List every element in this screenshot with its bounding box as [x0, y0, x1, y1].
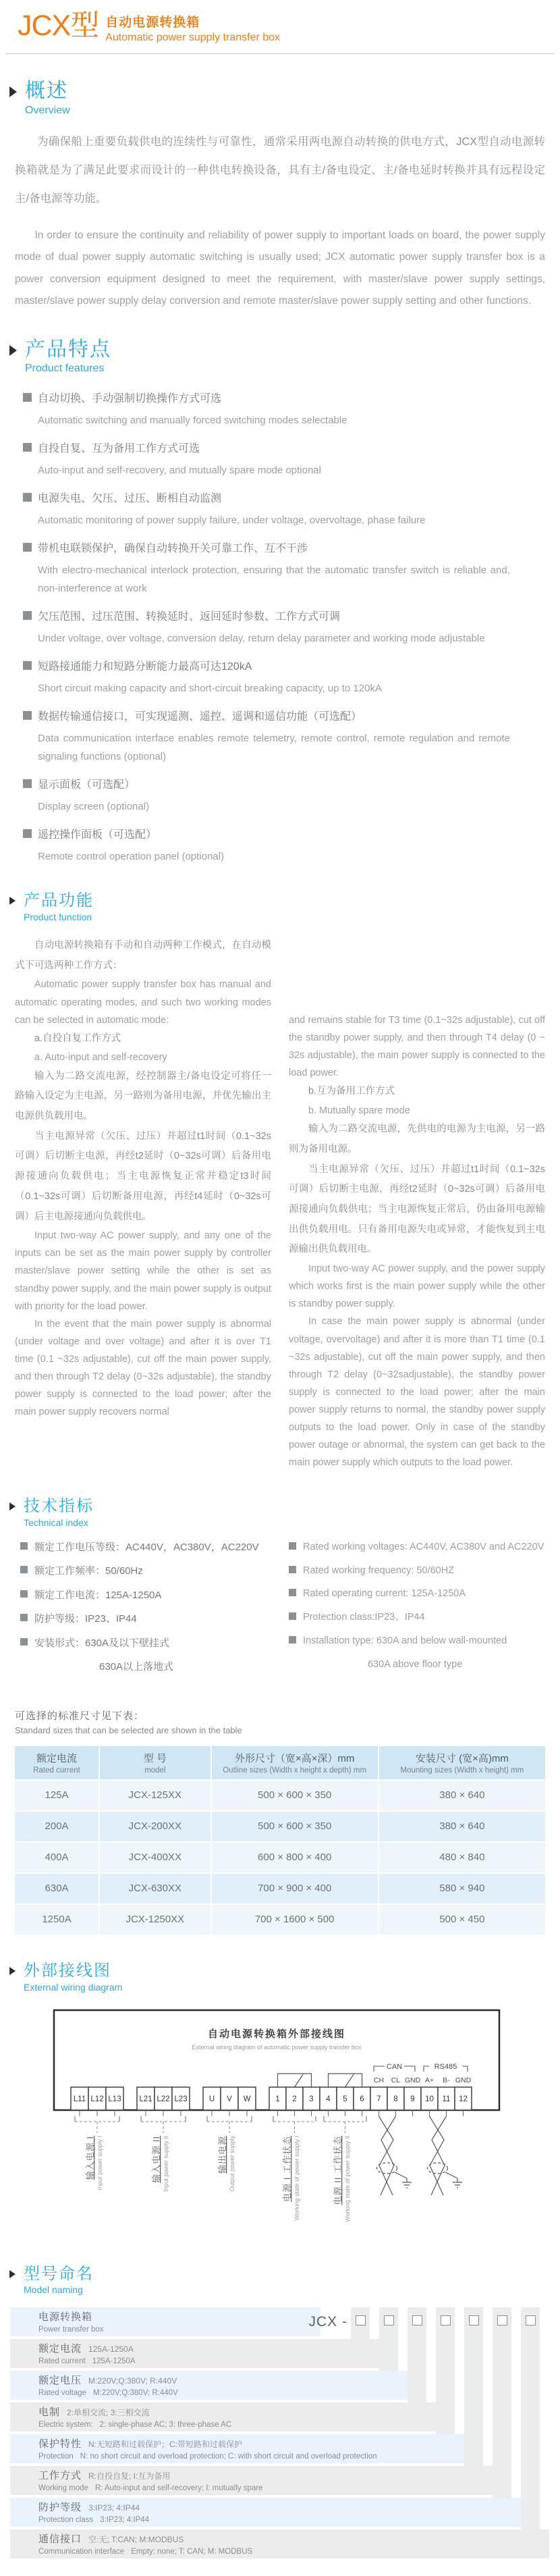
terminal-label: 11: [442, 2095, 451, 2103]
feature-text-cn: 遥控操作面板（可选配）: [23, 826, 540, 841]
tech-item: Installation type: 630A and below wall-mounted: [289, 1634, 545, 1649]
feature-item: [23, 826, 540, 866]
svg-text:输入电源 I: 输入电源 I: [85, 2135, 95, 2180]
terminal-label: W: [243, 2095, 251, 2103]
group-brackets: [75, 2122, 366, 2133]
cell-outline-size: 500 × 600 × 350: [211, 1811, 379, 1842]
bullet-square-icon: [23, 393, 32, 402]
bullet-square-icon: [23, 493, 32, 502]
terminal-label: 4: [326, 2095, 331, 2103]
col-header-rated-current: 额定电流 Rated current: [14, 1745, 99, 1780]
cell-outline-size: 700 × 1600 × 500: [211, 1904, 379, 1935]
terminal-label: L13: [108, 2095, 121, 2103]
function-paragraph: a. Auto-input and self-recovery: [34, 1052, 167, 1063]
naming-row: 电源转换箱 Power transfer box: [10, 2307, 320, 2336]
svg-text:电源 I 工作状态: 电源 I 工作状态: [282, 2135, 292, 2202]
group-label-output-power: [217, 2135, 235, 2191]
function-paragraph: and remains stable for T3 time (0.1~32s adjustable), cut off the standby power supply, and then through T4 delay (0 ~ 32s adjustable), the main power supply is connected to the load power.: [289, 1014, 545, 1079]
heading-en: Overview: [25, 104, 70, 116]
bullet-square-icon: [20, 1614, 28, 1621]
terminal-label: 9: [410, 2095, 415, 2103]
terminal-ticks: [80, 2110, 464, 2116]
cell-mounting-size: 380 × 640: [379, 1811, 546, 1842]
heading-en: Technical index: [24, 1517, 88, 1528]
table-row: [14, 1780, 546, 1811]
pin-label: B-: [443, 2076, 450, 2084]
svg-text:Working state of power supply: Working state of power supply II: [344, 2135, 351, 2222]
pin-label: CH: [373, 2076, 385, 2084]
feature-item: [23, 390, 540, 429]
tech-item: Rated operating current: 125A-1250A: [289, 1587, 545, 1602]
terminal-label: L11: [73, 2095, 86, 2103]
terminal-label: V: [227, 2095, 232, 2103]
feature-text-en: Automatic switching and manually forced switching modes selectable: [38, 415, 347, 427]
features-heading: [9, 338, 560, 375]
tech-item: Rated working frequency: 50/60HZ: [289, 1564, 545, 1579]
product-title-en: Automatic power supply transfer box: [105, 32, 281, 43]
tech-item: Rated working voltages: AC440V, AC380V and AC220V: [289, 1540, 545, 1555]
product-title-block: [105, 11, 280, 44]
terminal-label: L12: [90, 2095, 104, 2103]
cell-outline-size: 500 × 600 × 350: [211, 1780, 379, 1811]
twisted-pair-rs485: [428, 2116, 463, 2195]
feature-text-en: With electro-mechanical interlock protection, ensuring that the automatic transfer switch is reliable and, non-interference at work: [38, 564, 510, 595]
feature-text-cn: 欠压范围、过压范围、转换延时、返回延时参数、工作方式可调: [23, 608, 540, 623]
terminal-label: 6: [360, 2095, 364, 2103]
svg-text:Working state of power supply: Working state of power supply I: [293, 2135, 300, 2220]
cell-mounting-size: 380 × 640: [379, 1780, 546, 1811]
feature-item: [23, 708, 540, 766]
ground-icon: [395, 2172, 412, 2188]
bullet-square-icon: [23, 611, 32, 620]
cell-mounting-size: 480 × 840: [379, 1842, 546, 1873]
terminal-label: 8: [393, 2095, 398, 2103]
feature-text-cn: 带机电联锁保护，确保自动转换开关可靠工作、互不干涉: [23, 540, 540, 555]
table-row: [14, 1873, 546, 1904]
feature-text-en: Display screen (optional): [38, 801, 150, 813]
model-code-box: [497, 2315, 507, 2325]
naming-row: 保护特性 N:无短路和过载保护；C:带短路和过载保护 Protection N: no short circuit and overload protection; C: with short circuit and overload protection: [10, 2434, 464, 2463]
feature-text-en: Under voltage, over voltage, conversion delay, return delay parameter and working mode adjustable: [38, 633, 485, 645]
naming-column: [464, 2307, 483, 2466]
feature-text-cn: 数据传输通信接口，可实现遥测、遥控、遥调和遥信功能（可选配）: [23, 708, 540, 723]
tech-item: 防护等级：IP23、IP44: [20, 1612, 277, 1627]
tech-item: 额定工作电流：125A-1250A: [20, 1588, 277, 1604]
naming-row: 通信接口 空:无; T:CAN; M:MODBUS Communication interface Empty: none; T: CAN; M: MODBUS: [10, 2529, 549, 2558]
table-row: [14, 1811, 546, 1842]
cell-model: JCX-1250XX: [99, 1904, 211, 1935]
feature-item: [23, 490, 540, 529]
sizes-intro-cn: 可选择的标准尺寸见下表：: [15, 1710, 145, 1722]
wiring-box-title-cn: 自动电源转换箱外部接线图: [207, 2028, 346, 2040]
svg-text:输出电源: 输出电源: [217, 2135, 227, 2174]
function-columns: [15, 936, 545, 1471]
bullet-square-icon: [23, 443, 32, 452]
can-label: CAN: [386, 2062, 403, 2071]
feature-item: [23, 658, 540, 698]
cell-model: JCX-125XX: [99, 1780, 211, 1811]
col-header-outline-sizes: 外形尺寸（宽×高×深）mm Outline sizes (Width x height x depth) mm: [211, 1745, 379, 1780]
function-paragraph: Automatic power supply transfer box has manual and automatic operating modes, and such two working modes can be selected in automatic mode:: [15, 979, 271, 1026]
overview-paragraph-en: In order to ensure the continuity and reliability of power supply to important loads on board, the power supply mode of dual power supply automatic switching is usually used; JCX automatic power supply transfer box is a power conversion equipment designed to meet the requirement, with master/slave power supply settings, master/slave power supply delay conversion and remote master/slave power supply setting and other functions.: [15, 229, 545, 307]
tech-item: 安装形式：630A及以下壁挂式: [20, 1636, 277, 1652]
cell-rated-current: 125A: [14, 1780, 99, 1811]
bullet-square-icon: [20, 1590, 28, 1598]
terminal-label: L22: [157, 2095, 170, 2103]
terminal-label: U: [208, 2095, 215, 2103]
tech-item: 630A above floor type: [368, 1658, 463, 1670]
pin-label: GND: [455, 2076, 472, 2084]
product-title-cn: 自动电源转换箱: [105, 16, 200, 30]
wiring-heading: [9, 1962, 560, 1993]
function-paragraph: 当主电源异常（欠压、过压）并超过t1时间（0.1~32s可调）后切断主电源，再经t2延时（0~32s可调）后备用电源接通向负载供电；当主电源恢复正常并稳定t3时间（0.1~32s可调）后切断备用电源，再经t4延时（0~32s可调）后主电源接通向负载供电。: [15, 1130, 271, 1222]
triangle-marker-icon: [9, 2270, 16, 2278]
svg-text:Input power supply II: Input power supply II: [163, 2135, 169, 2192]
triangle-marker-icon: [9, 1502, 16, 1510]
bullet-square-icon: [23, 543, 32, 552]
overview-heading: [9, 80, 560, 117]
section-wiring: [0, 1962, 560, 2239]
ground-icon: [445, 2172, 462, 2188]
tech-column-en: [289, 1540, 545, 1684]
svg-text:输入电源 II: 输入电源 II: [151, 2135, 161, 2183]
cell-rated-current: 200A: [14, 1811, 99, 1842]
heading-cn: 产品功能: [24, 891, 94, 910]
bullet-square-icon: [23, 661, 32, 670]
cell-rated-current: 1250A: [14, 1904, 99, 1935]
sizes-table-header-row: [14, 1745, 546, 1780]
terminal-label: L23: [174, 2095, 188, 2103]
sizes-table: [13, 1745, 547, 1936]
svg-text:电源 II 工作状态: 电源 II 工作状态: [333, 2135, 343, 2205]
function-heading: [9, 891, 560, 922]
terminal-label: 7: [376, 2095, 381, 2103]
heading-en: Product function: [24, 911, 92, 922]
group-label-input-power-2: [151, 2136, 169, 2192]
naming-row: 额定电压 M:220V;Q:380V; R:440V Rated voltage M:220V;Q:380V; R:440V: [10, 2371, 408, 2400]
feature-text-en: Automatic monitoring of power supply failure, under voltage, overvoltage, phase failure: [38, 515, 426, 527]
function-paragraph: Input two-way AC power supply, and the power supply which works first is the main power supply while the other is standby power supply.: [289, 1263, 545, 1310]
terminal-label: 2: [292, 2095, 297, 2103]
bullet-square-icon: [23, 829, 32, 838]
cell-rated-current: 400A: [14, 1842, 99, 1873]
terminal-label: 1: [275, 2095, 280, 2103]
svg-text:Output power supply: Output power supply: [229, 2135, 235, 2192]
section-tech-index: [0, 1497, 560, 1684]
rs485-label: RS485: [434, 2062, 457, 2071]
tech-item: 额定工作电压等级：AC440V，AC380V，AC220V: [20, 1540, 277, 1556]
feature-text-cn: 显示面板（可选配）: [23, 776, 540, 791]
feature-item: [23, 540, 540, 598]
overview-paragraph-cn: 为确保船上重要负载供电的连续性与可靠性，通常采用两电源自动转换的供电方式，JCX型自动电源转换箱就是为了满足此要求而设计的一种供电转换设备，具有主/备电设定、主/备电延时转换并具有远程设定主/备电源等功能。: [15, 135, 545, 205]
function-paragraph: b. Mutually spare mode: [308, 1105, 410, 1117]
cell-model: JCX-200XX: [99, 1811, 211, 1842]
terminal-label: L21: [139, 2095, 152, 2103]
function-column-right: [289, 1011, 545, 1471]
bullet-square-icon: [20, 1638, 28, 1646]
model-naming-ladder: [10, 2307, 550, 2562]
heading-cn: 产品特点: [25, 338, 111, 361]
naming-row: 工作方式 R:自投自复; I:互为备用 Working mode R: Auto-input and self-recovery; I: mutually spare: [10, 2466, 493, 2495]
bullet-square-icon: [23, 711, 32, 720]
feature-text-en: Short circuit making capacity and short-circuit breaking capacity, up to 120kA: [38, 683, 382, 695]
features-list: [23, 390, 540, 866]
function-column-left: [15, 936, 271, 1471]
naming-column: [436, 2307, 455, 2434]
model-prefix: JCX -: [308, 2314, 347, 2330]
sizes-intro-en: Standard sizes that can be selected are shown in the table: [15, 1725, 242, 1735]
function-paragraph: 自动电源转换箱有手动和自动两种工作模式，在自动模式下可选两种工作方式：: [15, 939, 271, 971]
tech-item: 630A以上落地式: [99, 1661, 174, 1673]
model-code-box: [384, 2315, 394, 2325]
feature-text-cn: 短路接通能力和短路分断能力最高可达120kA: [23, 658, 540, 673]
naming-heading: [9, 2265, 560, 2296]
naming-row: 电制 2:单相交流; 3:三相交流 Electric system: 2: single-phase AC; 3: three-phase AC: [10, 2402, 436, 2432]
terminal-label: 10: [425, 2095, 434, 2103]
product-model: JCX型: [18, 9, 99, 42]
feature-item: [23, 776, 540, 816]
triangle-marker-icon: [9, 86, 17, 97]
twisted-pair-can: [377, 2116, 412, 2195]
terminal-label: 5: [343, 2095, 347, 2103]
tech-item: Protection class:IP23、IP44: [289, 1610, 545, 1625]
function-paragraph: a.自投自复工作方式: [34, 1032, 121, 1044]
feature-text-en: Auto-input and self-recovery, and mutually spare mode optional: [38, 465, 321, 477]
group-label-working-state-2: [333, 2136, 351, 2222]
heading-cn: 概述: [25, 80, 68, 102]
bullet-square-icon: [289, 1589, 296, 1596]
brand-header: [0, 0, 560, 44]
function-paragraph: In the event that the main power supply is abnormal (under voltage and over voltage) and after it is over T1 time (0.1 ~32s adjustable), cut off the main power supply, and then through T2 delay (0~32s adjustable), the standby power supply is connected to the load power; after the main power supply recovers normal: [15, 1318, 271, 1418]
naming-column: [521, 2307, 540, 2529]
triangle-marker-icon: [9, 1967, 16, 1975]
function-paragraph: Input two-way AC power supply, and any one of the inputs can be set as the main power supply by controller master/slave power setting while the other is set as standby power supply, and the main power supply is output with priority for the load power.: [15, 1230, 271, 1312]
bullet-square-icon: [289, 1566, 296, 1573]
cell-mounting-size: 580 × 940: [379, 1873, 546, 1904]
terminal-label: 12: [459, 2095, 468, 2103]
bullet-square-icon: [289, 1542, 296, 1550]
wiring-diagram: [49, 2006, 560, 2239]
wiring-box-title-en: External wiring diagram of automatic power supply transfer box: [192, 2043, 362, 2051]
col-header-model: 型 号 model: [99, 1745, 211, 1780]
table-row: [14, 1904, 546, 1935]
heading-cn: 外部接线图: [24, 1961, 111, 1980]
cell-rated-current: 630A: [14, 1873, 99, 1904]
heading-en: Product features: [25, 363, 105, 375]
function-paragraph: 当主电源异常（欠压、过压）并超过t1时间（0.1~32s可调）后切断主电源，再经t2延时（0~32s可调）后备用电源接通向负载供电；当主电源恢复正常后，仍由备用电源输出供负载用电。只有备用电源失电或异常，才能恢复到主电源输出供负载用电。: [289, 1163, 545, 1255]
group-label-input-power-1: [85, 2136, 103, 2190]
heading-cn: 型号命名: [24, 2264, 94, 2283]
bullet-square-icon: [289, 1612, 296, 1620]
cell-model: JCX-400XX: [99, 1842, 211, 1873]
cell-outline-size: 700 × 900 × 400: [211, 1873, 379, 1904]
function-paragraph: b.互为备用工作方式: [308, 1086, 395, 1097]
sizes-intro: [15, 1708, 560, 1735]
pin-label: CL: [391, 2076, 401, 2084]
function-paragraph: In case the main power supply is abnormal (under voltage, overvoltage) and after it is more than T1 time (0.1 ~32s adjustable), cut off the main power supply, and then through T2 delay (0~32sadjustable), the standby power supply is connected to the load power; after the main power supply returns to normal, the standby power supply outputs to the load power. Only in case of the standby power outage or abnormal, the system can get back to the main power supply which outputs to the load power.: [289, 1316, 545, 1469]
tech-columns: [20, 1540, 545, 1684]
bullet-square-icon: [20, 1542, 28, 1550]
svg-text:Input power supply I: Input power supply I: [96, 2135, 103, 2190]
section-overview: [0, 80, 560, 313]
bullet-square-icon: [20, 1566, 28, 1573]
tech-item: 额定工作频率：50/60Hz: [20, 1564, 277, 1579]
heading-en: Model naming: [24, 2284, 83, 2296]
pin-label: A+: [424, 2076, 435, 2084]
header-divider: [5, 53, 555, 54]
function-paragraph: 输入为二路交流电源，先供电的电源为主电源，另一路则为备用电源。: [289, 1124, 545, 1155]
terminal-label: 3: [309, 2095, 314, 2103]
bullet-square-icon: [23, 779, 32, 788]
feature-item: [23, 440, 540, 479]
feature-text-cn: 电源失电、欠压、过压、断相自动监测: [23, 490, 540, 505]
feature-text-cn: 自投自复、互为备用工作方式可选: [23, 440, 540, 455]
bullet-square-icon: [289, 1636, 296, 1644]
model-code-box: [412, 2315, 422, 2325]
naming-column: [493, 2307, 511, 2498]
section-model-naming: [0, 2265, 560, 2563]
section-features: [0, 338, 560, 866]
naming-row: 防护等级 3:IP23; 4:IP44 Protection class 3:IP23; 4:IP44: [10, 2498, 521, 2527]
feature-text-cn: 自动切换、手动强制切换操作方式可选: [23, 390, 540, 405]
model-code-box: [356, 2315, 366, 2325]
cell-outline-size: 600 × 800 × 400: [211, 1842, 379, 1873]
heading-en: External wiring diagram: [24, 1981, 123, 1993]
table-row: [14, 1842, 546, 1873]
cell-mounting-size: 500 × 450: [379, 1904, 546, 1935]
cell-model: JCX-630XX: [99, 1873, 211, 1904]
section-function: [0, 891, 560, 1471]
function-paragraph: 输入为二路交流电源，经控制器主/备电设定可将任一路输入设定为主电源，另一路则为备用电源，并优先输出主电源供负载用电。: [15, 1070, 271, 1122]
model-code-box: [441, 2315, 451, 2325]
group-label-working-state-1: [282, 2136, 300, 2220]
pin-label: GND: [404, 2076, 421, 2084]
tech-column-cn: [20, 1540, 277, 1684]
feature-item: [23, 608, 540, 648]
feature-text-en: Data communication interface enables remote telemetry, remote control, remote regulation and remote signaling functions (optional): [38, 733, 510, 763]
triangle-marker-icon: [9, 897, 16, 905]
heading-cn: 技术指标: [24, 1497, 94, 1516]
model-code-box: [526, 2315, 536, 2325]
col-header-mounting-sizes: 安装尺寸 (宽×高)mm Mounting sizes (Width x height) mm: [379, 1745, 546, 1780]
naming-row: 额定电流 125A-1250A Rated current 125A-1250A: [10, 2339, 379, 2368]
triangle-marker-icon: [9, 345, 17, 356]
model-code-box: [469, 2315, 479, 2325]
feature-text-en: Remote control operation panel (optional): [38, 851, 224, 863]
tech-heading: [9, 1497, 560, 1528]
